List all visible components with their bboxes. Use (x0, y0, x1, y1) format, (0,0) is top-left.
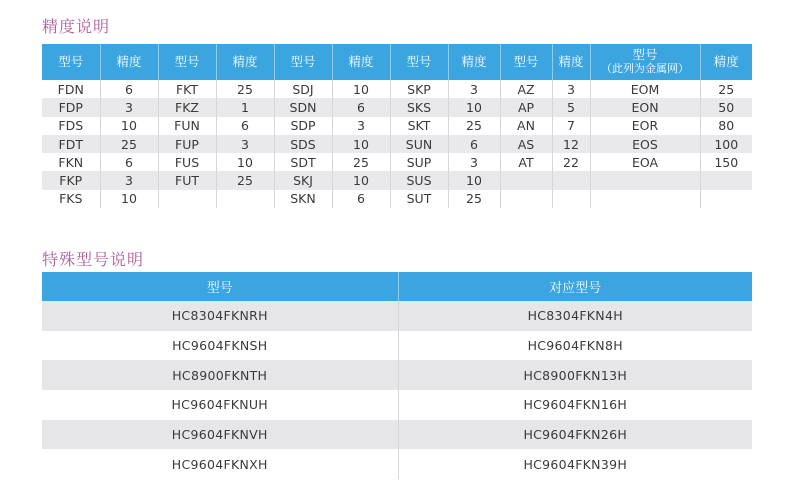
precision-cell: 25 (448, 117, 500, 135)
model-cell (590, 171, 700, 189)
precision-cell: 3 (100, 98, 158, 116)
model-cell: EOA (590, 153, 700, 171)
model-cell: FDS (42, 117, 100, 135)
precision-header-row (42, 44, 752, 80)
precision-cell: 6 (332, 190, 390, 208)
precision-cell: 10 (332, 171, 390, 189)
model-cell: FDP (42, 98, 100, 116)
header-model: 型号 (42, 44, 100, 80)
model-cell: SKP (390, 80, 448, 98)
precision-cell (216, 190, 274, 208)
special-model-cell: HC9604FKNVH (42, 420, 398, 450)
model-cell: SDS (274, 135, 332, 153)
table-row (42, 301, 752, 331)
model-cell: SKT (390, 117, 448, 135)
precision-cell: 3 (100, 171, 158, 189)
model-cell: SKN (274, 190, 332, 208)
precision-cell (552, 190, 590, 208)
precision-cell: 6 (332, 98, 390, 116)
special-model-cell: HC9604FKNXH (42, 449, 398, 479)
precision-section-title: 精度说明 (42, 17, 111, 36)
header-model-mesh-note: （此列为金属网） (601, 62, 689, 75)
precision-cell: 80 (700, 117, 752, 135)
model-cell (500, 171, 552, 189)
precision-cell: 50 (700, 98, 752, 116)
model-cell: FDN (42, 80, 100, 98)
model-cell: FKP (42, 171, 100, 189)
model-cell: AZ (500, 80, 552, 98)
model-cell: AT (500, 153, 552, 171)
special-model-cell: HC8304FKNRH (42, 301, 398, 331)
model-cell: EON (590, 98, 700, 116)
precision-table (42, 44, 752, 208)
model-cell: FUS (158, 153, 216, 171)
precision-cell: 25 (700, 80, 752, 98)
model-cell: FUN (158, 117, 216, 135)
precision-cell: 3 (332, 117, 390, 135)
model-cell: AP (500, 98, 552, 116)
model-cell: EOM (590, 80, 700, 98)
corresponding-model-cell: HC8304FKN4H (398, 301, 752, 331)
table-row (42, 98, 752, 116)
model-cell: AN (500, 117, 552, 135)
model-cell: AS (500, 135, 552, 153)
model-cell: SDN (274, 98, 332, 116)
precision-cell: 10 (216, 153, 274, 171)
corresponding-model-cell: HC9604FKN16H (398, 390, 752, 420)
table-row (42, 80, 752, 98)
header-model: 型号 (390, 44, 448, 80)
table-row (42, 190, 752, 208)
header-precision: 精度 (216, 44, 274, 80)
model-cell: FKN (42, 153, 100, 171)
model-cell: SDJ (274, 80, 332, 98)
precision-cell: 10 (100, 190, 158, 208)
precision-cell: 25 (332, 153, 390, 171)
table-row (42, 153, 752, 171)
model-cell: SKJ (274, 171, 332, 189)
precision-cell: 3 (448, 153, 500, 171)
table-row (42, 117, 752, 135)
precision-cell: 150 (700, 153, 752, 171)
header-precision: 精度 (552, 44, 590, 80)
precision-cell: 12 (552, 135, 590, 153)
header-precision: 精度 (332, 44, 390, 80)
corresponding-model-cell: HC9604FKN8H (398, 331, 752, 361)
precision-cell (552, 171, 590, 189)
precision-cell: 22 (552, 153, 590, 171)
precision-cell: 25 (216, 171, 274, 189)
precision-cell: 10 (448, 98, 500, 116)
model-cell (500, 190, 552, 208)
header-model-mesh-label: 型号 (632, 47, 658, 62)
model-cell: FUT (158, 171, 216, 189)
precision-cell: 100 (700, 135, 752, 153)
special-model-cell: HC9604FKNUH (42, 390, 398, 420)
precision-cell (700, 190, 752, 208)
table-row (42, 135, 752, 153)
model-cell: SDT (274, 153, 332, 171)
table-row (42, 331, 752, 361)
precision-cell: 6 (216, 117, 274, 135)
precision-cell: 7 (552, 117, 590, 135)
header-precision: 精度 (700, 44, 752, 80)
precision-cell (700, 171, 752, 189)
model-cell: EOR (590, 117, 700, 135)
table-row (42, 390, 752, 420)
special-section-title: 特殊型号说明 (42, 250, 145, 269)
precision-cell: 3 (552, 80, 590, 98)
precision-cell: 1 (216, 98, 274, 116)
precision-cell: 25 (216, 80, 274, 98)
precision-cell: 6 (100, 153, 158, 171)
header-model: 型号 (500, 44, 552, 80)
model-cell: FKS (42, 190, 100, 208)
model-cell: SUS (390, 171, 448, 189)
precision-cell: 10 (100, 117, 158, 135)
corresponding-model-cell: HC8900FKN13H (398, 360, 752, 390)
precision-cell: 10 (332, 135, 390, 153)
special-model-cell: HC8900FKNTH (42, 360, 398, 390)
header-model-mesh (590, 44, 700, 80)
special-model-table (42, 272, 752, 479)
table-row (42, 449, 752, 479)
precision-cell: 3 (216, 135, 274, 153)
header-precision: 精度 (448, 44, 500, 80)
precision-cell: 6 (100, 80, 158, 98)
table-row (42, 420, 752, 450)
precision-cell: 5 (552, 98, 590, 116)
header-corresponding-model: 对应型号 (398, 272, 752, 301)
model-cell: SUN (390, 135, 448, 153)
table-row (42, 360, 752, 390)
precision-cell: 10 (448, 171, 500, 189)
header-model: 型号 (274, 44, 332, 80)
model-cell: FKT (158, 80, 216, 98)
corresponding-model-cell: HC9604FKN39H (398, 449, 752, 479)
header-precision: 精度 (100, 44, 158, 80)
model-cell: EOS (590, 135, 700, 153)
model-cell (590, 190, 700, 208)
corresponding-model-cell: HC9604FKN26H (398, 420, 752, 450)
special-header-row (42, 272, 752, 301)
header-model: 型号 (42, 272, 398, 301)
table-row (42, 171, 752, 189)
model-cell: SKS (390, 98, 448, 116)
precision-cell: 10 (332, 80, 390, 98)
model-cell: FDT (42, 135, 100, 153)
precision-cell: 6 (448, 135, 500, 153)
model-cell: SDP (274, 117, 332, 135)
model-cell: FUP (158, 135, 216, 153)
model-cell (158, 190, 216, 208)
model-cell: SUT (390, 190, 448, 208)
header-model: 型号 (158, 44, 216, 80)
precision-cell: 3 (448, 80, 500, 98)
model-cell: SUP (390, 153, 448, 171)
precision-cell: 25 (448, 190, 500, 208)
model-cell: FKZ (158, 98, 216, 116)
precision-cell: 25 (100, 135, 158, 153)
special-model-cell: HC9604FKNSH (42, 331, 398, 361)
